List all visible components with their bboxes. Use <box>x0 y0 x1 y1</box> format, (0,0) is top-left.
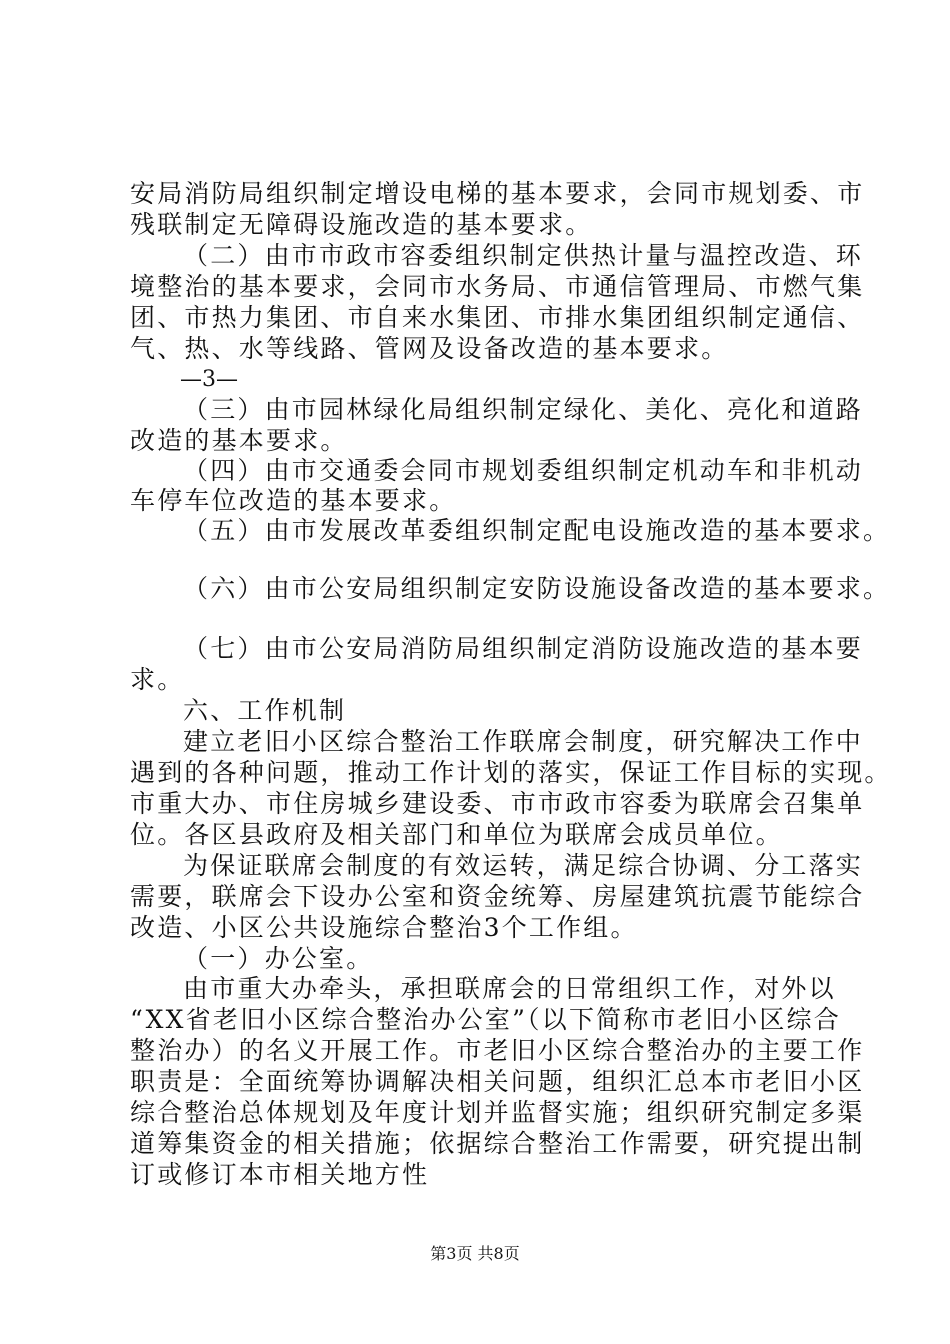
text-line: （三）由市园林绿化局组织制定绿化、美化、亮化和道路 <box>183 395 864 424</box>
text-line: 职责是：全面统筹协调解决相关问题，组织汇总本市老旧小区 <box>130 1067 865 1096</box>
section-heading: 六、工作机制 <box>183 696 347 725</box>
text-line: “XX省老旧小区综合整治办公室”（以下简称市老旧小区综合 <box>130 1005 841 1034</box>
text-line: 市重大办、市住房城乡建设委、市市政市容委为联席会召集单 <box>130 789 865 818</box>
text-line: （二）由市市政市容委组织制定供热计量与温控改造、环 <box>183 241 864 270</box>
text-line: 团、市热力集团、市自来水集团、市排水集团组织制定通信、 <box>130 303 865 332</box>
text-line: （七）由市公安局消防局组织制定消防设施改造的基本要 <box>183 634 864 663</box>
page-footer: 第3页 共8页 <box>430 1244 520 1263</box>
text-line: 气、热、水等线路、管网及设备改造的基本要求。 <box>130 334 729 363</box>
text-line: 遇到的各种问题，推动工作计划的落实，保证工作目标的实现。 <box>130 758 892 787</box>
text-line: 整治办）的名义开展工作。市老旧小区综合整治办的主要工作 <box>130 1036 865 1065</box>
inline-page-marker: —3— <box>180 367 238 392</box>
text-line: 位。各区县政府及相关部门和单位为联席会成员单位。 <box>130 820 783 849</box>
text-line: 需要，联席会下设办公室和资金统筹、房屋建筑抗震节能综合 <box>130 882 865 911</box>
text-line: 求。 <box>130 665 185 694</box>
text-line: 建立老旧小区综合整治工作联席会制度，研究解决工作中 <box>183 727 864 756</box>
text-line: （六）由市公安局组织制定安防设施设备改造的基本要求。 <box>183 574 891 603</box>
text-line: 改造、小区公共设施综合整治3个工作组。 <box>130 913 638 942</box>
text-line: 境整治的基本要求，会同市水务局、市通信管理局、市燃气集 <box>130 272 865 301</box>
text-line: （四）由市交通委会同市规划委组织制定机动车和非机动 <box>183 456 864 485</box>
text-line: 残联制定无障碍设施改造的基本要求。 <box>130 210 593 239</box>
text-line: （五）由市发展改革委组织制定配电设施改造的基本要求。 <box>183 516 891 545</box>
text-line: 订或修订本市相关地方性 <box>130 1160 430 1189</box>
text-line: 改造的基本要求。 <box>130 426 348 455</box>
text-line: 安局消防局组织制定增设电梯的基本要求，会同市规划委、市 <box>130 179 865 208</box>
text-line: 道筹集资金的相关措施；依据综合整治工作需要，研究提出制 <box>130 1129 865 1158</box>
text-line: 综合整治总体规划及年度计划并监督实施；组织研究制定多渠 <box>130 1098 865 1127</box>
text-line: 为保证联席会制度的有效运转，满足综合协调、分工落实 <box>183 851 864 880</box>
subsection-heading: （一）办公室。 <box>183 944 374 973</box>
text-line: 车停车位改造的基本要求。 <box>130 486 457 515</box>
text-line: 由市重大办牵头，承担联席会的日常组织工作，对外以 <box>183 974 836 1003</box>
